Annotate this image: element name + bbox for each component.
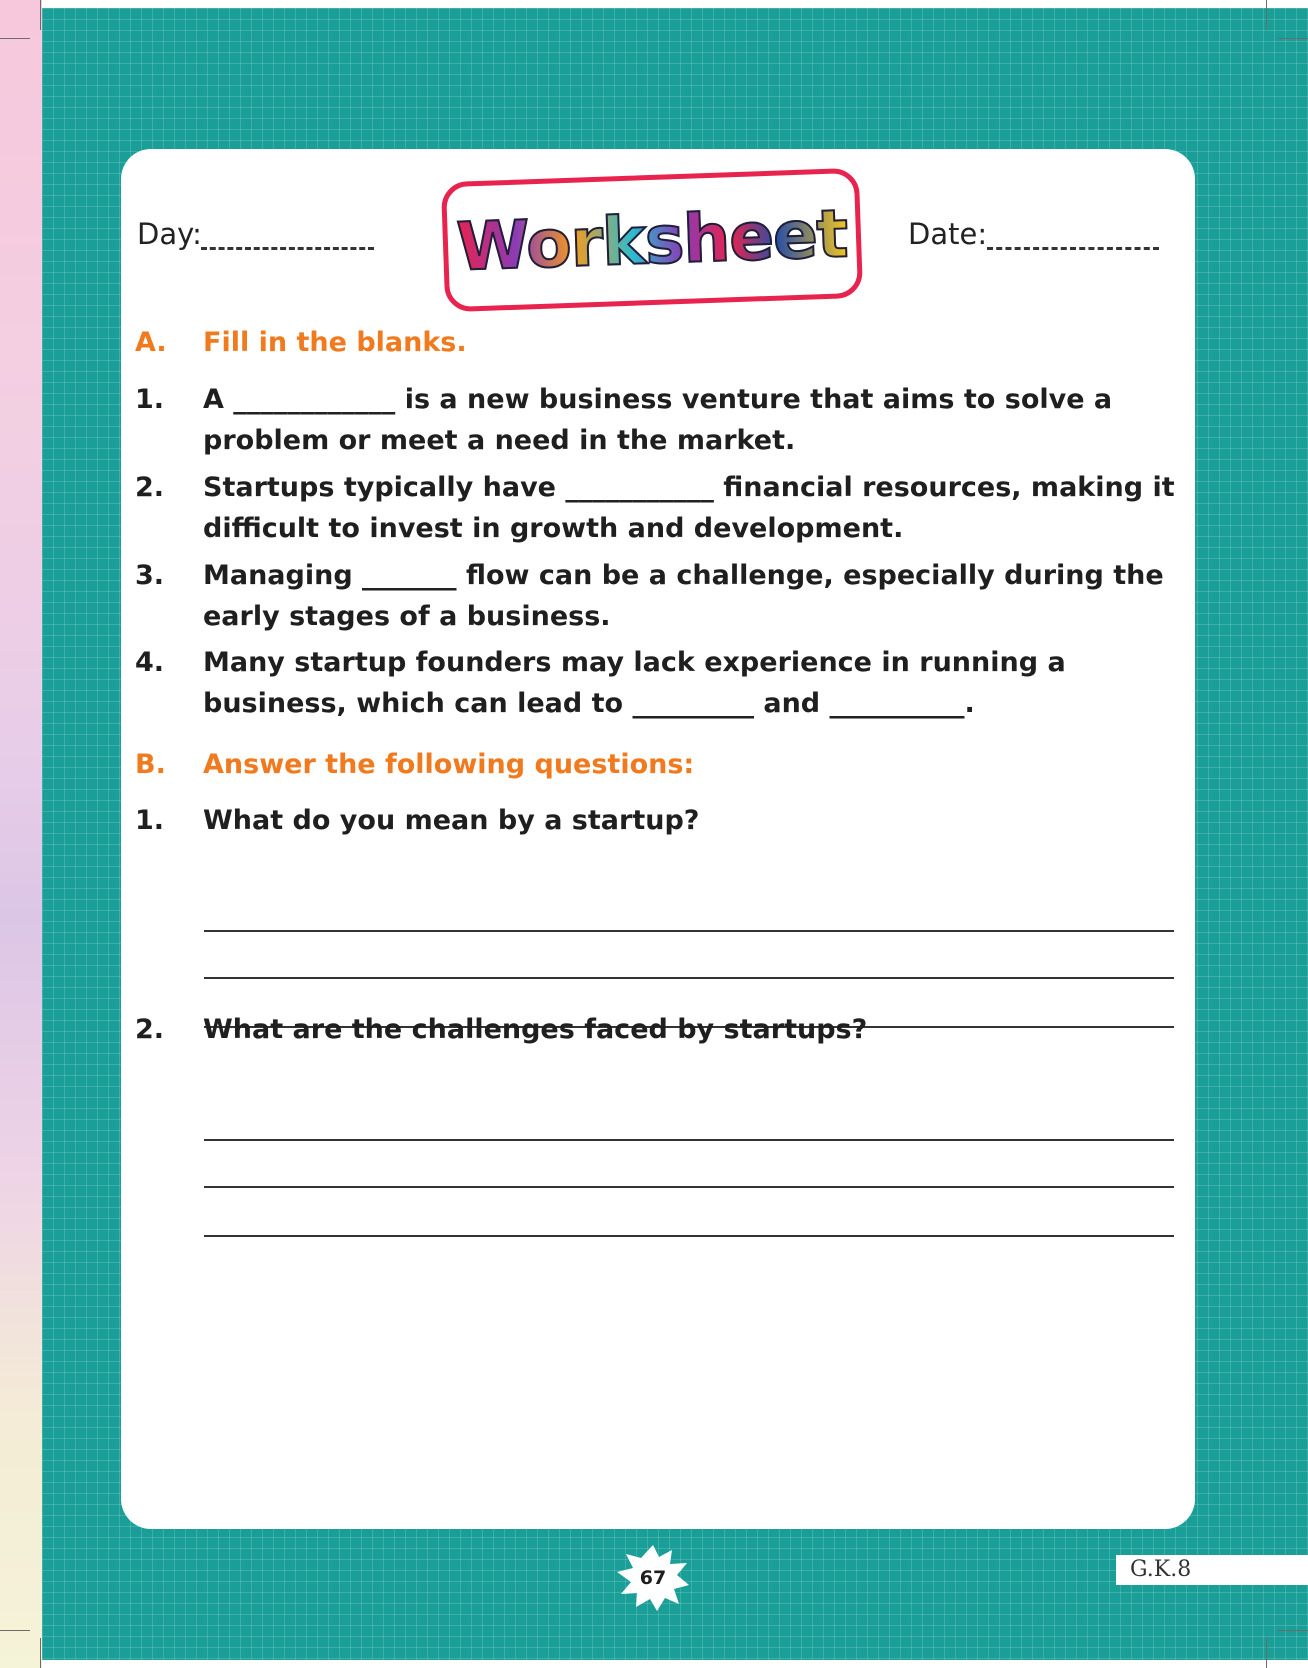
worksheet-header [121, 149, 1195, 319]
page-number: 67 [639, 1567, 667, 1589]
item-number: 3. [135, 560, 165, 591]
item-text: What do you mean by a startup? [203, 805, 700, 836]
crop-mark [40, 1638, 41, 1668]
crop-mark [40, 0, 41, 30]
crop-mark [1266, 1638, 1267, 1668]
item-text: Many startup founders may lack experience in running a business, which can lead to _________ and __________. [203, 647, 1066, 719]
crop-mark [0, 1630, 30, 1631]
item-text: What are the challenges faced by startups? [203, 1014, 868, 1045]
crop-mark [1278, 38, 1308, 39]
section-letter: A. [135, 327, 167, 358]
item-text: A ____________ is a new business venture that aims to solve a problem or meet a need in the market. [203, 384, 1113, 456]
item-number: 1. [135, 805, 165, 836]
page-number-badge [617, 1545, 689, 1611]
day-field[interactable] [201, 247, 374, 250]
day-label: Day: [137, 217, 202, 251]
section-title: Answer the following questions: [203, 749, 695, 780]
date-field[interactable] [987, 247, 1159, 250]
item-number: 2. [135, 1014, 165, 1045]
answer-line[interactable] [204, 1186, 1174, 1188]
answer-line[interactable] [204, 1139, 1174, 1141]
worksheet-title: Worksheet [455, 194, 849, 286]
subject-label: G.K.8 [1116, 1555, 1308, 1585]
section-title: Fill in the blanks. [203, 327, 467, 358]
section-letter: B. [135, 749, 166, 780]
worksheet-title-badge [441, 168, 863, 313]
answer-line[interactable] [204, 930, 1174, 932]
left-decorative-strip [0, 0, 42, 1668]
crop-mark [1278, 1630, 1308, 1631]
worksheet-card [121, 149, 1195, 1529]
item-number: 2. [135, 472, 165, 503]
crop-mark [0, 38, 30, 39]
answer-line[interactable] [204, 1235, 1174, 1237]
crop-mark [1266, 0, 1267, 30]
item-number: 1. [135, 384, 165, 415]
item-text: Startups typically have ___________ financial resources, making it difficult to invest in growth and development. [203, 472, 1175, 544]
item-number: 4. [135, 647, 165, 678]
date-label: Date: [908, 217, 988, 251]
item-text: Managing _______ flow can be a challenge, especially during the early stages of a business. [203, 560, 1164, 632]
answer-line[interactable] [204, 977, 1174, 979]
